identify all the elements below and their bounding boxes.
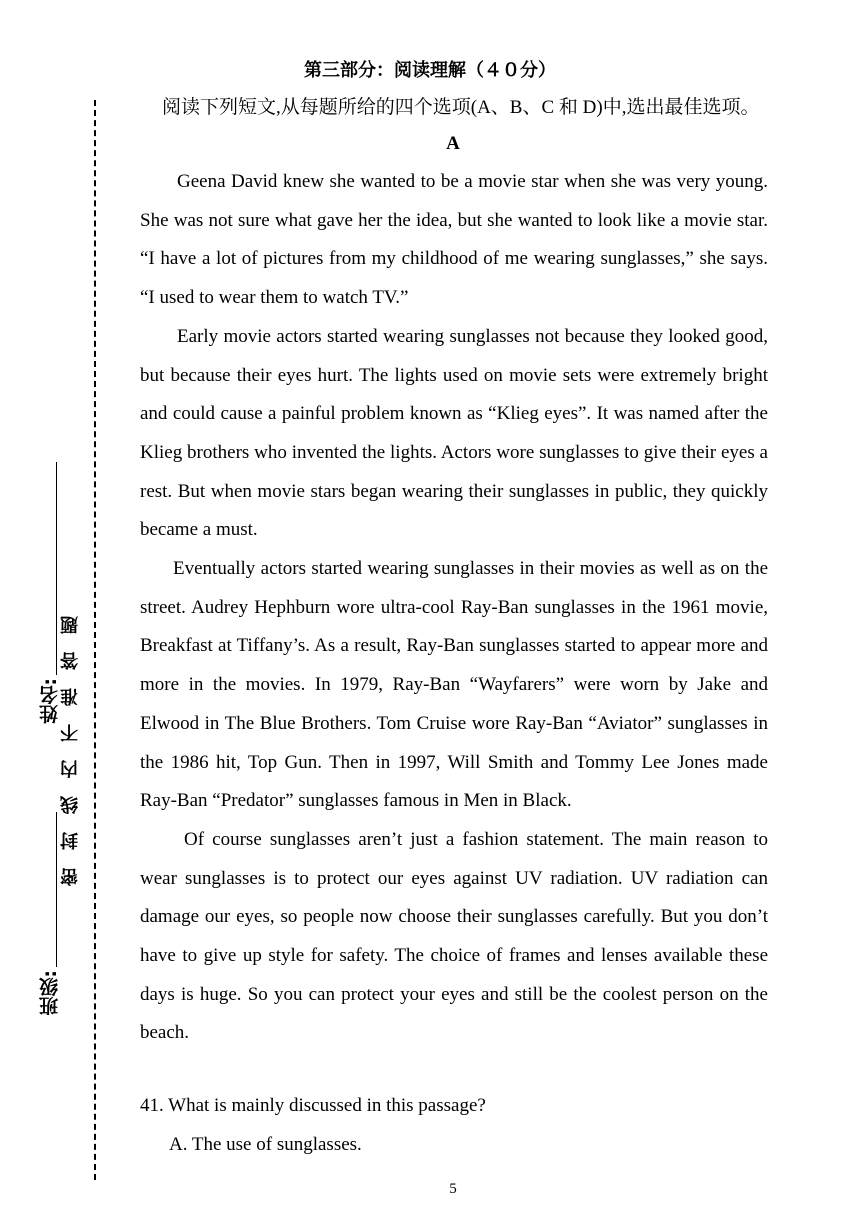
section-heading: 第三部分：阅读理解（４０分） (304, 60, 556, 81)
binding-dashed-line (94, 100, 96, 1180)
passage-paragraph: Early movie actors started wearing sunglasses not because they looked good, but because their eyes hurt. The lights used on movie sets were extremely bright and could cause a painful problem known as “Klieg eyes”. It was named after the Klieg brothers who invented the lights. Actors wore sunglasses to give their eyes a rest. But when movie stars began wearing their sunglasses in public, they quickly became a must. (140, 325, 768, 541)
seal-line-notice: 密封线内不准答题 (60, 598, 81, 886)
passage-paragraph: Geena David knew she wanted to be a movie star when she was very young. She was not sure what gave her the idea, but she wanted to look like a movie star. “I have a lot of pictures from my childhood of me wearing sunglasses,” she says. “I used to wear them to watch TV.” (140, 171, 768, 309)
passage-paragraph: Of course sunglasses aren’t just a fashion statement. The main reason to wear sunglasses is to protect our eyes against UV radiation. UV radiation can damage our eyes, so people now choose their sunglasses carefully. But you don’t have to give up style for safety. The choice of frames and lenses available these days is huge. So you can protect your eyes and still be the coolest person on the beach. (140, 828, 768, 1044)
instruction-text: 阅读下列短文,从每题所给的四个选项(A、B、C 和 D)中,选出最佳选项。 (162, 97, 760, 118)
name-input-line[interactable] (56, 462, 57, 675)
name-label: 姓名: (39, 678, 61, 724)
question-41: 41. What is mainly discussed in this passage? (140, 1095, 486, 1116)
reading-passage (140, 163, 768, 1053)
passage-label: A (446, 133, 460, 154)
class-input-line[interactable] (56, 812, 57, 967)
class-label: 班级: (39, 970, 61, 1016)
question-41-option-a[interactable]: A. The use of sunglasses. (169, 1134, 362, 1155)
page-number: 5 (449, 1181, 457, 1197)
passage-paragraph: Eventually actors started wearing sunglasses in their movies as well as on the street. Audrey Hephburn wore ultra-cool Ray-Ban sunglasses in the 1961 movie, Breakfast at Tiffany’s. As a result, Ray-Ban sunglasses started to appear more and more in the movies. In 1979, Ray-Ban “Wayfarers” were worn by Jake and Elwood in The Blue Brothers. Tom Cruise wore Ray-Ban “Aviator” sunglasses in the 1986 hit, Top Gun. Then in 1997, Will Smith and Tommy Lee Jones made Ray-Ban “Predator” sunglasses famous in Men in Black. (140, 558, 768, 812)
